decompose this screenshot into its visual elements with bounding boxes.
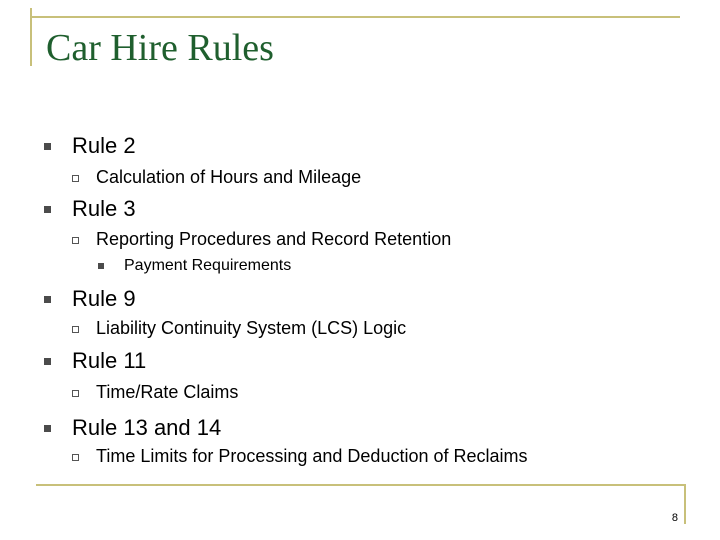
rule-3-subsubitem: Payment Requirements xyxy=(124,257,292,274)
right-vertical-line xyxy=(684,484,686,524)
level2-bullet xyxy=(72,175,79,182)
level1-bullet xyxy=(44,358,51,365)
rule-2-heading: Rule 2 xyxy=(72,133,136,158)
level3-bullet xyxy=(98,263,104,269)
rule-13-14-heading: Rule 13 and 14 xyxy=(72,415,222,440)
level2-bullet xyxy=(72,390,79,397)
rule-2-subitem: Calculation of Hours and Mileage xyxy=(96,167,362,187)
rule-11-heading: Rule 11 xyxy=(72,348,147,373)
rule-11-subitem: Time/Rate Claims xyxy=(96,382,239,402)
left-vertical-line xyxy=(30,8,32,66)
slide-title: Car Hire Rules xyxy=(46,27,274,69)
level2-bullet xyxy=(72,237,79,244)
level2-bullet xyxy=(72,326,79,333)
level1-bullet xyxy=(44,296,51,303)
rule-9-heading: Rule 9 xyxy=(72,286,136,311)
level2-bullet xyxy=(72,454,79,461)
level1-bullet xyxy=(44,143,51,150)
rule-13-14-subitem: Time Limits for Processing and Deduction of Reclaims xyxy=(96,446,528,466)
rule-3-heading: Rule 3 xyxy=(72,196,136,221)
page-number: 8 xyxy=(671,512,678,524)
rule-3-subitem: Reporting Procedures and Record Retention xyxy=(96,229,452,249)
level1-bullet xyxy=(44,425,51,432)
level1-bullet xyxy=(44,206,51,213)
rule-9-subitem: Liability Continuity System (LCS) Logic xyxy=(96,318,407,338)
bottom-divider-line xyxy=(36,484,686,486)
top-divider-line xyxy=(30,16,680,18)
